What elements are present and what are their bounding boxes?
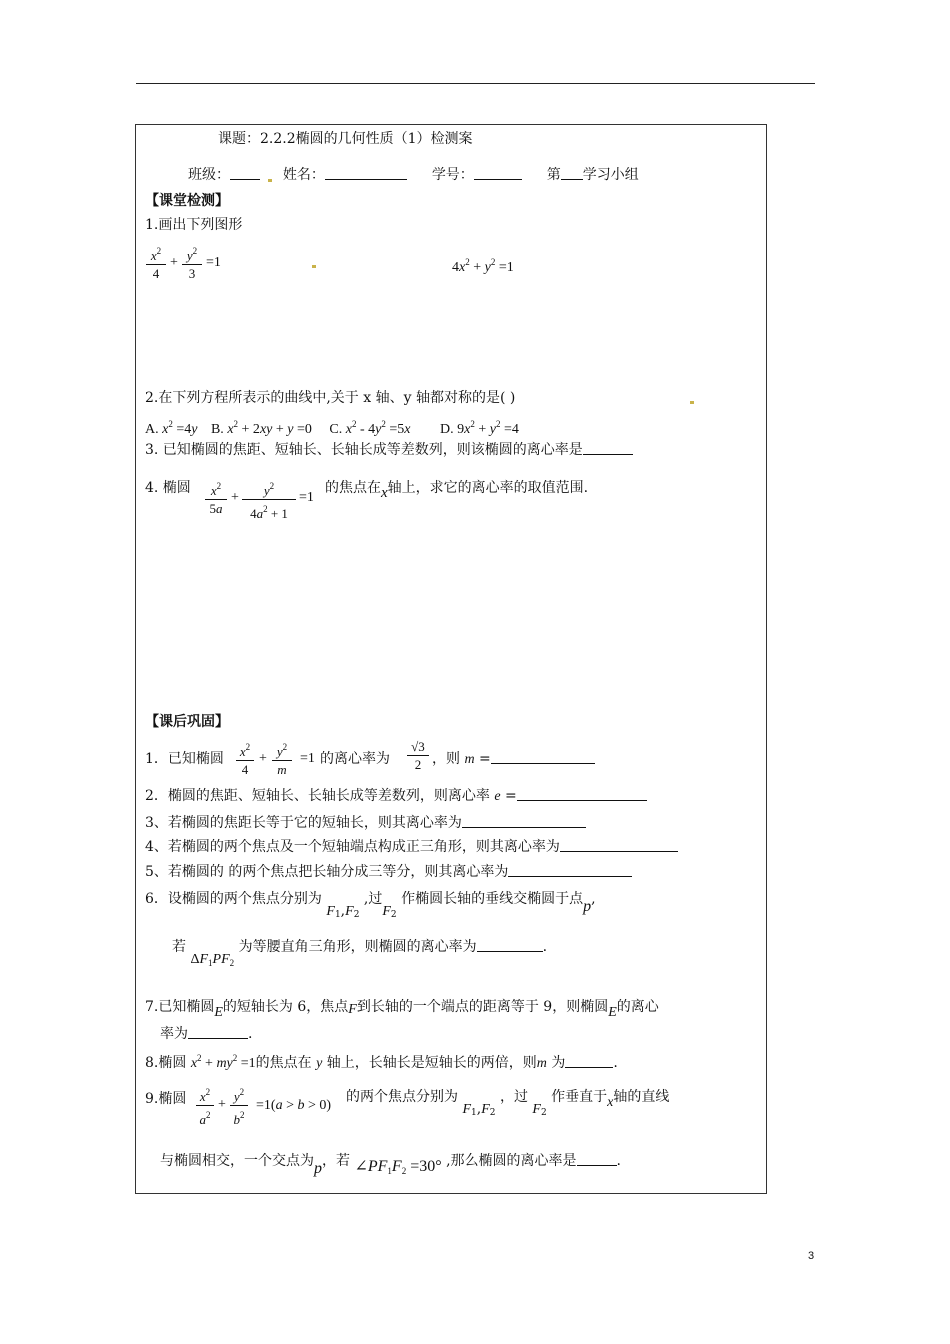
question-2-options: A. $x^2 =4y$ B. $x^2 + 2xy + y =0$ C. $x^2 - 4y^2 =5x$ D. $9x^2 + y^2 =4$ xyxy=(145,419,519,437)
formula-2: $4x^2 + y^2 =1$ xyxy=(452,257,514,275)
formula-fraction: $\frac{y^2}{m}$ xyxy=(272,739,292,779)
formula-fraction: $\frac{x^2}{a^2}$ xyxy=(196,1084,214,1129)
formula-fraction: $\frac{y^2}{b^2}$ xyxy=(230,1084,248,1129)
review-q6-line2: 若 $\Delta F_1PF_2$ 为等腰直角三角形，则椭圆的离心率为 . xyxy=(172,939,548,968)
formula-fraction: $\frac{x^2}{4}$ xyxy=(236,739,254,779)
question-3: 3. 已知椭圆的焦距、短轴长、长轴长成等差数列，则该椭圆的离心率是 xyxy=(145,441,633,459)
review-q9: 的两个焦点分别为 $F_1,F_2$ ，过 $F_2$ 作垂直于x轴的直线 xyxy=(346,1089,670,1118)
question-4-suffix: 的焦点在x轴上，求它的离心率的取值范围. xyxy=(325,480,589,501)
formula-fraction: $\frac{√3}{2}$ xyxy=(407,739,429,774)
section-heading-review: 【课后巩固】 xyxy=(145,714,229,730)
review-q2: 2．椭圆的焦距、短轴长、长轴长成等差数列，则离心率 e = xyxy=(145,787,647,806)
review-q5: 5、若椭圆的 的两个焦点把长轴分成三等分，则其离心率为 xyxy=(145,863,632,881)
section-heading-class-test: 【课堂检测】 xyxy=(145,193,229,209)
question-2: 2.在下列方程所表示的曲线中,关于 x 轴、y 轴都对称的是( ) xyxy=(145,390,516,406)
page-title: 课题：2.2.2椭圆的几何性质（1）检测案 xyxy=(218,131,473,147)
mark xyxy=(268,179,272,182)
review-q9-line2: 与椭圆相交，一个交点为p，若 $\angle PF_1F_2 =30^\circ$ ,那么椭圆的离心率是 . xyxy=(160,1153,621,1177)
review-q9-prefix: 9.椭圆 xyxy=(145,1091,187,1107)
review-q6: 6．设椭圆的两个焦点分别为 $F_1,F_2$ ,过$F_2$ 作椭圆长轴的垂线交椭圆于点p, xyxy=(145,891,596,920)
review-q3: 3、若椭圆的焦距长等于它的短轴长，则其离心率为 xyxy=(145,814,586,832)
question-1: 1.画出下列图形 xyxy=(145,217,243,233)
top-rule xyxy=(136,83,815,84)
review-q4: 4、若椭圆的两个焦点及一个短轴端点构成正三角形，则其离心率为 xyxy=(145,838,678,856)
formula-fraction: $\frac{y^2}{3}$ xyxy=(182,243,202,283)
mark xyxy=(312,265,316,268)
review-q7-line2: 率为 . xyxy=(160,1026,253,1042)
review-q7: 7.已知椭圆E的短轴长为 6，焦点F到长轴的一个端点的距离等于 9，则椭圆E的离心 xyxy=(145,999,659,1020)
formula-fraction: $\frac{x^2}{5a}$ xyxy=(205,478,227,518)
page-number: 3 xyxy=(808,1250,815,1262)
question-4-prefix: 4. 椭圆 xyxy=(145,480,191,496)
review-q8: 8.椭圆 $x^2 + my^2 =1$的焦点在 y 轴上，长轴长是短轴长的两倍，则m 为 . xyxy=(145,1053,618,1071)
review-q1-prefix: 1．已知椭圆 xyxy=(145,751,224,767)
formula-fraction: $\frac{y^2}{4a^2 + 1}$ xyxy=(242,478,296,523)
mark xyxy=(690,401,694,404)
class-field: 班级： 姓名： 学号： 第 学习小组 xyxy=(188,167,639,183)
formula-fraction: $\frac{x^2}{4}$ xyxy=(146,243,166,283)
